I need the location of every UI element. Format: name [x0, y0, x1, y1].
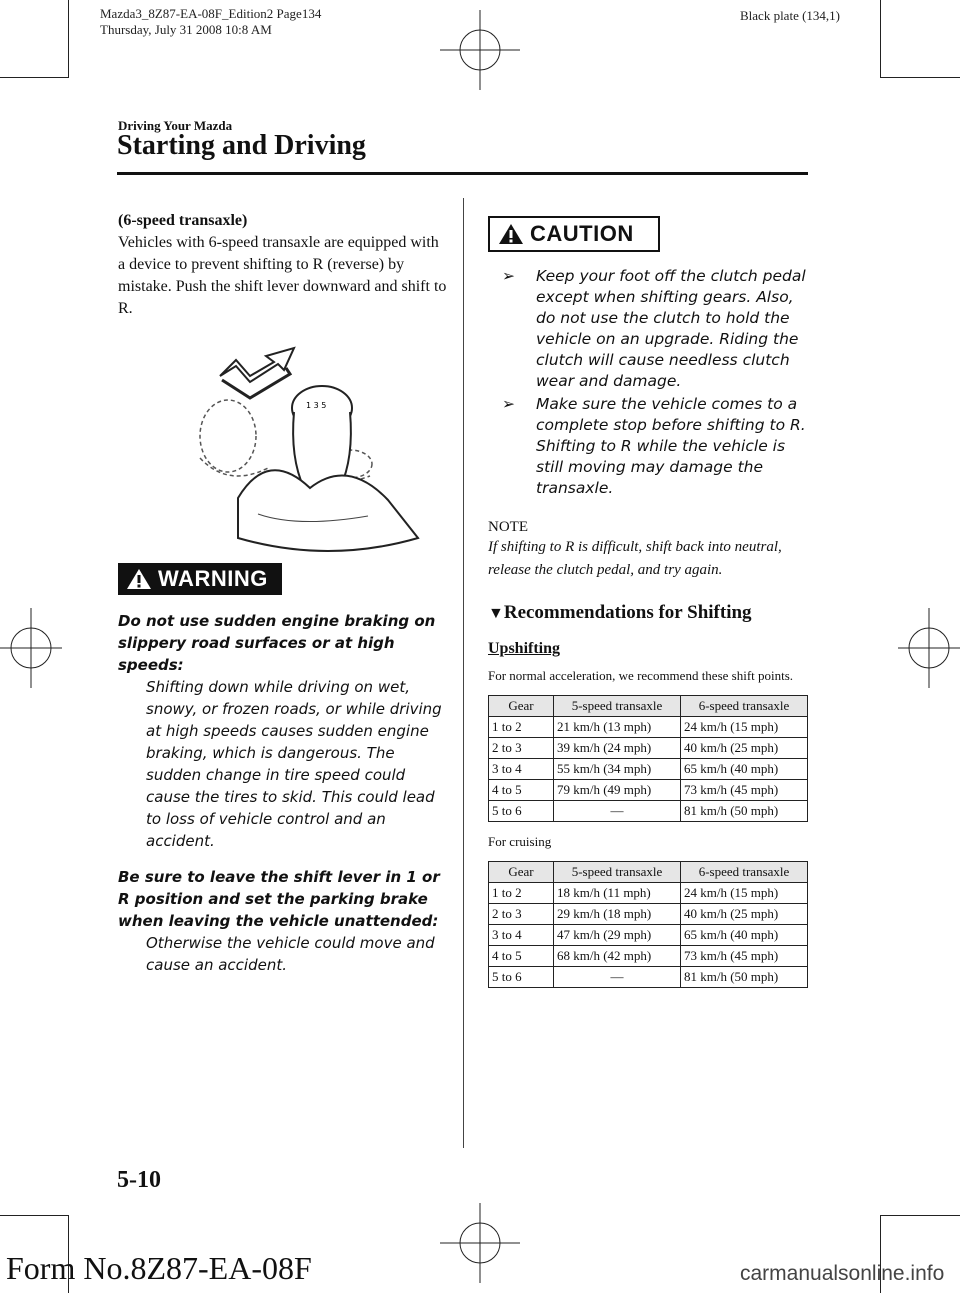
table-row: [489, 801, 808, 822]
table-header-row: [489, 696, 808, 717]
crop-mark: [0, 77, 68, 78]
table-row: [489, 946, 808, 967]
warning-label: WARNING: [158, 566, 268, 591]
registration-mark-left: [0, 608, 62, 688]
upshift-intro: For normal acceleration, we recommend these shift points.: [488, 668, 794, 683]
subheading-6-speed: (6-speed transaxle): [118, 212, 248, 229]
arrowhead-icon: ➢: [502, 395, 515, 413]
form-number: Form No.8Z87-EA-08F: [6, 1250, 312, 1286]
caution-item-text: Make sure the vehicle comes to a complete stop before shifting to R. Shifting to R while the vehicle is still moving may damage the transaxle.: [536, 395, 806, 497]
crop-mark: [0, 1215, 68, 1216]
table-cell: 3 to 4: [489, 925, 554, 946]
table-header: 6-speed transaxle: [681, 696, 808, 717]
table-header: Gear: [489, 696, 554, 717]
table-cell: 1 to 2: [489, 883, 554, 904]
table-cell: 40 km/h (25 mph): [681, 904, 808, 925]
table-cell: 3 to 4: [489, 759, 554, 780]
page-number: 5-10: [117, 1167, 161, 1193]
warning-2-heading: Be sure to leave the shift lever in 1 or R position and set the parking brake when leaving the vehicle unattended:: [118, 868, 440, 930]
table-cell: 2 to 3: [489, 904, 554, 925]
table-cell: 4 to 5: [489, 946, 554, 967]
table-cell: 29 km/h (18 mph): [554, 904, 681, 925]
upshifting-heading: Upshifting: [488, 640, 561, 657]
warning-2-text: Otherwise the vehicle could move and cause an accident.: [146, 934, 435, 974]
table-cell: 73 km/h (45 mph): [681, 780, 808, 801]
table-cell: 21 km/h (13 mph): [554, 717, 681, 738]
table-cell: 1 to 2: [489, 717, 554, 738]
section-label: Driving Your Mazda: [118, 118, 233, 133]
plate-line-1: Mazda3_8Z87-EA-08F_Edition2 Page134: [100, 6, 322, 21]
table-row: [489, 738, 808, 759]
note-text: If shifting to R is difficult, shift back into neutral, release the clutch pedal, and try again.: [488, 539, 782, 578]
ghost-knob: [200, 400, 256, 472]
table-row: [489, 925, 808, 946]
ghost-boot: [200, 458, 268, 476]
crop-mark: [880, 77, 960, 78]
table-cell: 81 km/h (50 mph): [681, 967, 808, 988]
warning-1-text: Shifting down while driving on wet, snowy, or frozen roads, or while driving at high speeds causes sudden engine braking, which is dangerous. The sudden change in tire speed could cause the tires to skid. This could lead to loss of vehicle control and an accident.: [146, 678, 442, 850]
caution-triangle-icon: [498, 222, 524, 246]
table-header: Gear: [489, 862, 554, 883]
knob-pattern: 1 3 5: [306, 401, 327, 410]
table-header: 6-speed transaxle: [681, 862, 808, 883]
table-row: [489, 717, 808, 738]
acceleration-table: [488, 695, 808, 822]
body-paragraph: Vehicles with 6-speed transaxle are equipped with a device to prevent shifting to R (reverse) by mistake. Push the shift lever downward and shift to R.: [118, 234, 447, 317]
section-triangle-icon: ▼: [488, 605, 504, 622]
right-column: [488, 216, 808, 988]
table-header: 5-speed transaxle: [554, 862, 681, 883]
warning-triangle-icon: [126, 567, 152, 591]
registration-mark-top: [440, 10, 520, 90]
caution-label: CAUTION: [530, 221, 634, 246]
caution-item: [488, 266, 808, 392]
warning-1-heading: Do not use sudden engine braking on slippery road surfaces or at high speeds:: [118, 612, 436, 674]
caution-badge: [488, 216, 660, 252]
table-row: [489, 780, 808, 801]
crop-mark: [880, 1215, 960, 1216]
table-row: [489, 967, 808, 988]
left-column: [118, 210, 448, 976]
table-cell: 47 km/h (29 mph): [554, 925, 681, 946]
note-label: NOTE: [488, 519, 528, 535]
table-cell: —: [554, 967, 681, 988]
table-header-row: [489, 862, 808, 883]
table-cell: 5 to 6: [489, 801, 554, 822]
column-divider: [463, 198, 464, 1148]
table-cell: 81 km/h (50 mph): [681, 801, 808, 822]
caution-item-text: Keep your foot off the clutch pedal except when shifting gears. Also, do not use the clutch to hold the vehicle on an upgrade. Riding the clutch will cause needless clutch wear and damage.: [536, 267, 806, 390]
table-header: 5-speed transaxle: [554, 696, 681, 717]
plate-line-2: Thursday, July 31 2008 10:8 AM: [100, 22, 272, 37]
table-cell: 68 km/h (42 mph): [554, 946, 681, 967]
registration-mark-right: [898, 608, 960, 688]
table-cell: 5 to 6: [489, 967, 554, 988]
page-title: Starting and Driving: [117, 130, 366, 161]
table-cell: 40 km/h (25 mph): [681, 738, 808, 759]
cruising-table: [488, 861, 808, 988]
table-cell: 39 km/h (24 mph): [554, 738, 681, 759]
arrowhead-icon: ➢: [502, 267, 515, 285]
shift-lever-illustration: [118, 338, 448, 553]
plate-info: [100, 6, 321, 38]
table-cell: 24 km/h (15 mph): [681, 717, 808, 738]
table-cell: 18 km/h (11 mph): [554, 883, 681, 904]
plate-right: Black plate (134,1): [740, 8, 840, 23]
table-cell: 2 to 3: [489, 738, 554, 759]
table-row: [489, 759, 808, 780]
recommendations-heading-text: Recommendations for Shifting: [503, 602, 752, 623]
table-cell: 65 km/h (40 mph): [681, 925, 808, 946]
table-cell: 24 km/h (15 mph): [681, 883, 808, 904]
table-cell: 4 to 5: [489, 780, 554, 801]
table-cell: 73 km/h (45 mph): [681, 946, 808, 967]
table-row: [489, 883, 808, 904]
table-cell: 55 km/h (34 mph): [554, 759, 681, 780]
caution-item: [488, 394, 808, 499]
table-cell: 65 km/h (40 mph): [681, 759, 808, 780]
table-cell: —: [554, 801, 681, 822]
watermark: carmanualsonline.info: [740, 1262, 945, 1285]
title-rule: [117, 172, 808, 175]
crop-mark: [880, 0, 881, 78]
cruising-label: For cruising: [488, 834, 552, 849]
shift-boot: [238, 470, 418, 551]
crop-mark: [68, 0, 69, 78]
recommendations-heading: [488, 602, 808, 624]
table-cell: 79 km/h (49 mph): [554, 780, 681, 801]
warning-badge: [118, 563, 282, 595]
registration-mark-bottom: [440, 1203, 520, 1283]
caution-list: [488, 266, 808, 499]
table-row: [489, 904, 808, 925]
